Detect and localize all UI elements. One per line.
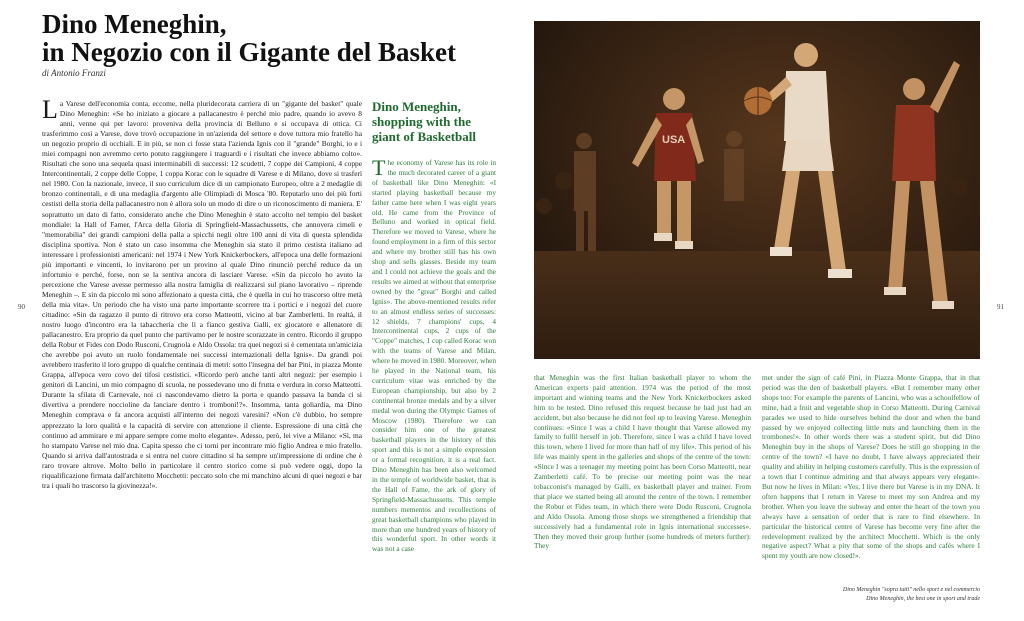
photo-caption	[843, 586, 980, 604]
article-title	[42, 10, 512, 66]
caption-english: Dino Meneghin, the best one in sport and trade	[866, 596, 980, 602]
page-number-right: 91	[997, 303, 1004, 311]
english-column-2	[534, 373, 751, 551]
english-column-3	[762, 373, 980, 561]
italian-text: a Varese dell'economia conta, eccome, nella pluridecorata carriera di un "gigante del basket" quale Dino Meneghin: «Se ho iniziato a giocare a pallacanestro è perché mio padre, quando io avevo 8 anni, venne qui per lavoro: proveniva della provincia di Belluno e si occupava di ottica. Ci trasferimmo così a Varese, dove trovò occupazione in un'azienda del settore e dove tuttora mio fratello ha un negozio proprio di occhiali. E in più, se non ci fosse stata l'azienda Ignis con il "grande" Borghi, io e i miei compagni non avremmo certo potuto raggiungere i traguardi e i risultati che invece abbiamo colto». Risultati che sono una sequela quasi interminabili di successi: 12 scudetti, 7 coppe dei Campioni, 4 coppe Intercontinentali, 2 coppe delle Coppe, 1 coppa Korac con le squadre di Varese e di Milano, dove si trasferì nel 1980. Con la nazionale, invece, il suo curriculum dice di un campionato Europeo, oltre a 2 medaglie di bronzo continentali, e di una medaglia d'argento alle Olimpiadi di Mosca '80. Reputarlo uno dei più forti cestisti della storia della pallacanestro non è allora solo un modo di dire o un riconoscimento di maniera. E' soprattutto un dato di fatto, considerato anche che Dino Meneghin è stato accolto nel tempio del basket mondiale: la Hall of Famer, l'Arca della Gloria di Springfield-Massachussetts, che annovera cimeli e "memorabilia" dei grandi campioni della palla a spicchi negli oltre 100 anni di vita di questa splendida disciplina sportiva. Non è stato un caso insomma che Meneghin sia stato il primo cestista italiano ad interessare i professionisti americani: nel 1974 i New York Knickerbockers, all'epoca una delle formazioni più importanti e vincenti, lo invitarono per un provino al quale Dino rinunciò perché reduce da un infortunio e perché, forse, non se la sentiva ancora di lasciare Varese. «Sin da piccolo ho avuto la percezione che Varese avesse permesso alla nostra famiglia di realizzarsi sul piano lavorativo – riprende Meneghin –. E sin da piccolo mi sono affezionato a questa città, che è quella in cui ho trascorso oltre metà della mia vita». Un periodo che ha visto una parte importante scorrere tra i portici e i negozi del cuore cittadino: «Sin da ragazzo il punto di ritrovo era corso Matteotti, vicino al bar Zamberletti. In realtà, il nostro luogo d'incontro era la tabaccheria che lì a fianco gestiva Galli, ex giocatore e allenatore di pallacanestro. Era proprio da quel punto che partivamo per le nostre scorazzate in centro. Ricordo il gruppo della Robur et Fides con Dodo Rusconi, Crugnola e Aldo Ossola: tra quei negozi si è cementata un'amicizia che avrebbe poi avuto un ruolo fondamentale nei successi internazionali della Ignis». Da grandi poi avrebbero trasferito il loro gruppo di qualche centinaia di metri: sotto l'insegna del bar Pini, in piazza Monte Grappa, all'epoca vero covo dei tifosi cestistici. «Ricordo però anche tanti altri negozi: per esempio i genitori di Lancini, un mio compagno di scuola, ne possedevano uno di frutta e verdura in corso Matteotti. Durante la sfilata di Carnevale, noi ci nascondevamo dietro la porta e quando passava la banda ci si divertiva a prendere noccioline da lanciare dentro i tromboni!?». Insomma, tanta goliardia, ma Dino Meneghin comprava e fa ancora acquisti all'interno dei negozi varesini? «Non c'è dubbio, ho sempre apprezzato la loro qualità e la capacità di servire con attenzione il cliente. Espressione di una città che continuo ad ammirare e mi appare sempre come molto elegante». Adesso, però, lei vive a Milano: «Sì, ma ho stampato Varese nel mio dna. Capita spesso che ci torni per incontrare mio figlio Andrea e mio fratello. Quando si arriva dall'autostrada e si entra nel cuore cittadino si ha sempre un'impressione di ordine che è raro trovare altrove. Molto bello in particolare il centro storico come si può vedere oggi, dopo la riqualificazione firmata dall'architetto Mocchetti: peccato solo che mi manchino alcuni di quei negozi e bar tra i quali ho trascorso la giovinezza!».	[42, 99, 362, 490]
english-text-2: that Meneghin was the first Italian basketball player to whom the American experts paid attention. 1974 was the period of the most important and winning teams and the New York Knickerbockers asked him to be tested. Dino refused this request because he had just had an accident, but also because he did not feel up to leaving Varese. Meneghin continues: «Since I was a child I have thought that Varese allowed my family to fulfil herself in job. Therefore, since I was a child I have loved this town, where I lived for more than half of my life». This period of his life was mainly spent in the galleries and shops of the centre of the town: «Since I was a teenager my meeting point has been Corso Matteotti, near Zamberletti café. To be precise our meeting point was the near tobacconist's managed by Galli, ex basketball player and trainer. From that place we started being all around the centre of the town. I remember the Robur et Fides team, in which there were Dodo Rusconi, Crugnola and Aldo Ossola. Among those shops we strengthened a friendship that successively had a fundamental role in Ignis international successes». Then they moved their group further (some hundreds of meters further): They	[534, 373, 751, 551]
english-text-3: met under the sign of café Pini, in Piazza Monte Grappa, that in that period was the den of basketball players. «But I remember many other shops too: For example the parents of Lancini, who was a schoolfellow of mine, had a fruit and vegetable shop in Corso Matteotti. During Carnival parades we used to hide ourselves behind the door and when the band passed by we enjoyed collecting little nuts and launching them in the trombones!». In other words there was a student spirit, but did Dino Meneghin buy in the shops of Varese? Does he still go shopping in the centre of the town? «I have no doubt, I have always appreciated their quality and ability in helping customers carefully. This is the expression of a town that I continue admiring and that always appears very elegant». But now he lives in Milan: «Yes, I live there but Varese is in my DNA. It often happens that I return in Varese to meet my son Andrea and my brother. When you leave the subway and enter the heart of the town you always have a sensation of order that is rare to find elsewhere. In particular the historical centre of Varese has become very fine after the redevelopment realized by the architect Mocchetti. Which is the only negative aspect? What a pity that some of the shops and cafés where I spent my youth are now closed!».	[762, 373, 980, 561]
english-heading: Dino Meneghin, shopping with the giant of Basketball	[372, 99, 477, 144]
jersey-text: USA	[662, 134, 686, 146]
author-byline: di Antonio Franzi	[42, 68, 106, 78]
english-column-1	[372, 155, 496, 554]
english-text-1: he economy of Varese has its role in the much decorated career of a giant of basketball like Dino Meneghin: «I started playing basketball because my father came here when I was eight years old. He came from the Province of Belluno and worked in optical field. Therefore we moved to Varese, where he found employment in a firm of this sector and where my brother still has his own shop and sells glasses. Beside my team and I could not achieve the goals and the results we aimed at without that enterprise owned by the "great" Borghi and called Ignis». The above-mentioned results refer to an almost endless series of successes: 12 shields, 7 champions' cups, 4 Intercontinental cups, 2 cups of the "Coppe" matches, 1 cup called Korac won with the teams of Varese and Milan, where he moved in 1980. Moreover, when he played in the National team, his curriculum vitae was enriched by the European championship, but also by 2 continental bronze medals and by a silver medal won during the Olympic Games of Moscow (1980). Therefore we can consider him one of the greatest basketball players in the history of this sport and this is not a simple expression or a formal recognition, it is a real fact. Dino Meneghin has been also welcomed in the temple of worldwide basket, that is the Hall of Fame, the ark of glory of Springfield-Massachussetts. This temple numbers mementos and recollections of great basketball champions who played in more than one hundred years of history of this wonderful sport. In other words it was not a case	[372, 158, 496, 554]
basketball-photo	[534, 21, 980, 359]
sepia-tone	[534, 21, 980, 359]
italian-dropcap: L	[42, 95, 58, 124]
english-dropcap: T	[372, 155, 386, 180]
title-line-1: Dino Meneghin,	[42, 9, 227, 39]
basketball-game-illustration	[534, 21, 980, 359]
caption-italian: Dino Meneghin "sopra tutti" nello sport e nel commercio	[842, 587, 980, 593]
title-line-2: in Negozio con il Gigante del Basket	[42, 37, 456, 67]
italian-article-body	[42, 95, 362, 529]
page-number-left: 90	[18, 303, 25, 311]
